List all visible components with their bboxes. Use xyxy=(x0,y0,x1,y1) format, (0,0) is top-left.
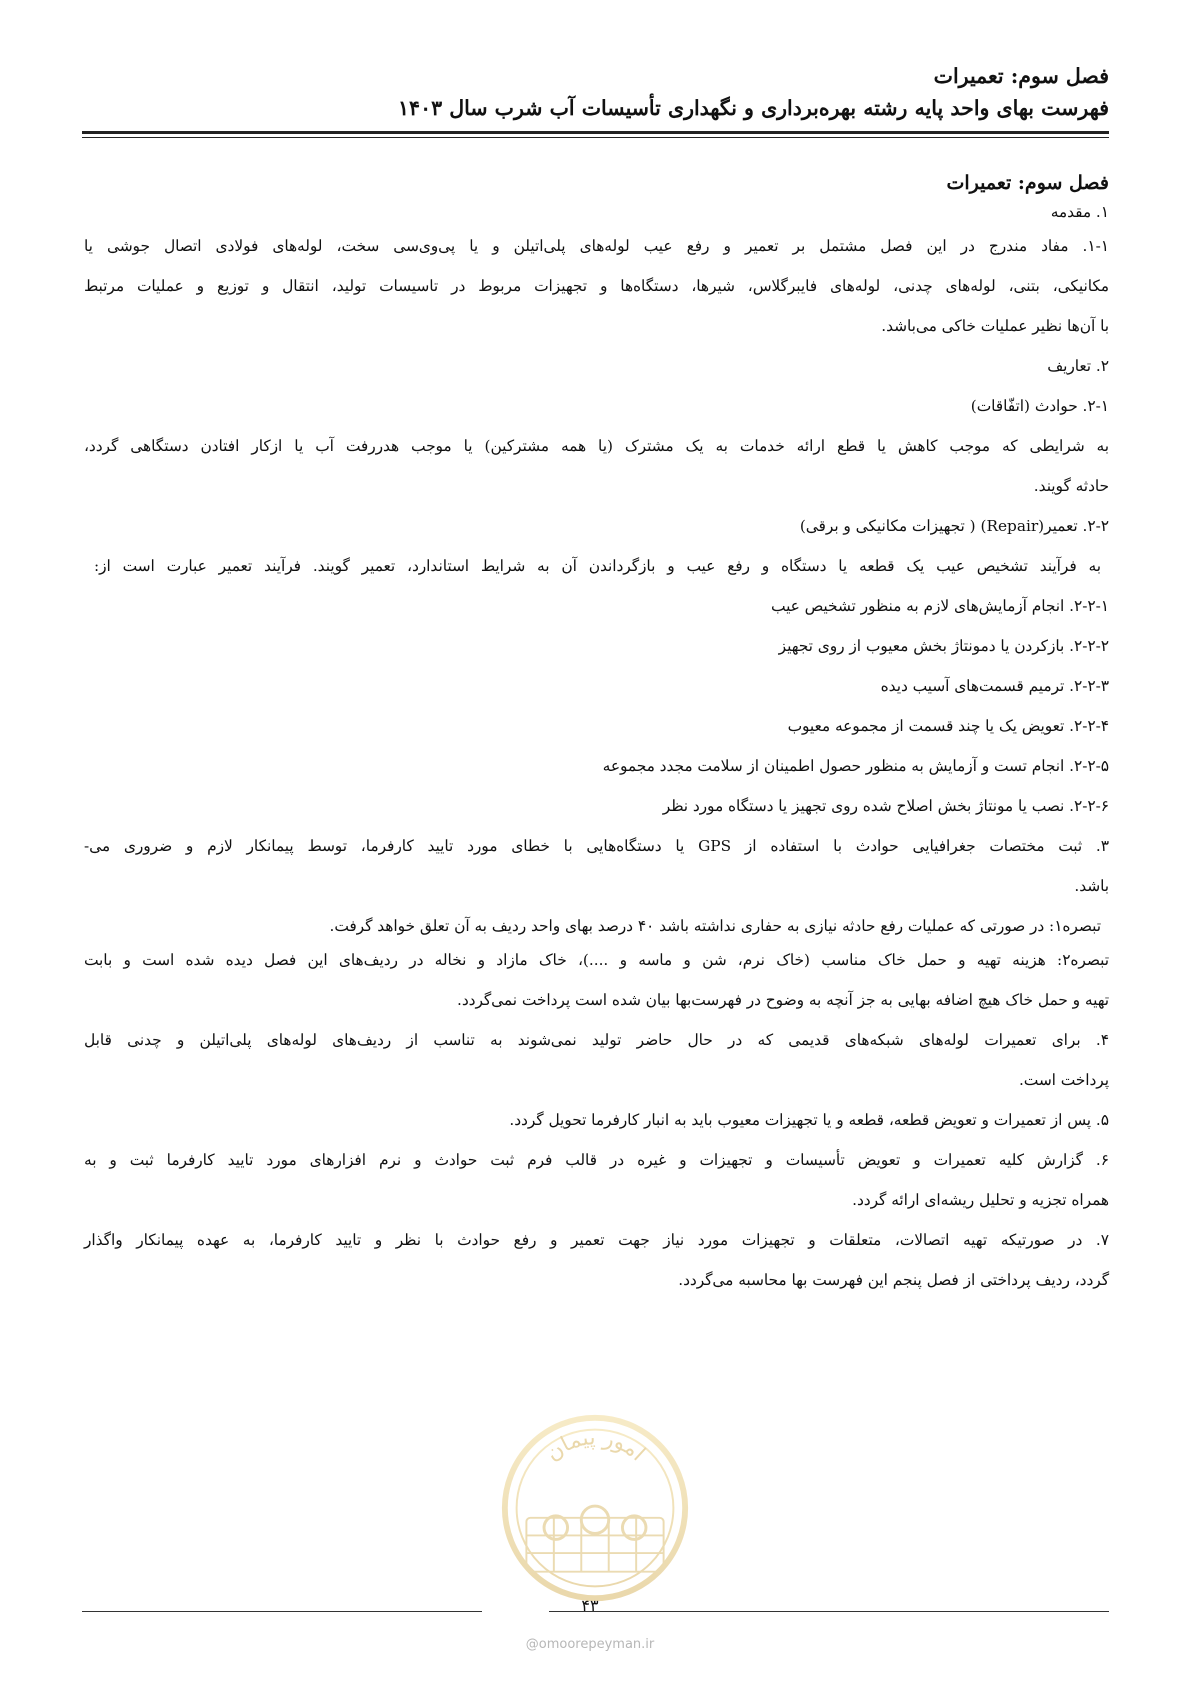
paragraph-line: همراه تجزیه و تحلیل ریشه‌ای ارائه گردد. xyxy=(852,1191,1109,1209)
repair-step: ۲-۲-۶. نصب یا مونتاژ بخش اصلاح شده روی تجهیز یا دستگاه مورد نظر xyxy=(662,797,1109,815)
repair-intro: به فرآیند تشخیص عیب یک قطعه یا دستگاه و رفع عیب و بازگرداندن آن به شرایط استاندارد، تعمیر گویند. فرآیند تعمیر عبارت است از: xyxy=(94,557,1101,575)
seal-watermark-icon xyxy=(497,1410,693,1606)
paragraph-line: گردد، ردیف پرداختی از فصل پنجم این فهرست بها محاسبه می‌گردد. xyxy=(678,1271,1109,1289)
repair-step: ۲-۲-۴. تعویض یک یا چند قسمت از مجموعه معیوب xyxy=(787,717,1109,735)
paragraph-line: ۷. در صورتیکه تهیه اتصالات، متعلقات و تجهیزات مورد نیاز جهت تعمیر و رفع حوادث با نظر و تایید کارفرما، به عهده پیمانکار واگذار xyxy=(84,1231,1109,1249)
page-header xyxy=(82,60,1109,124)
repair-step: ۲-۲-۱. انجام آزمایش‌های لازم به منظور تشخیص عیب xyxy=(771,597,1109,615)
seal-text: امور پیمان xyxy=(541,1425,650,1467)
paragraph-line: ۳. ثبت مختصات جغرافیایی حوادث با استفاده از GPS یا دستگاه‌هایی با خطای مورد تایید کارفرما، توسط پیمانکار لازم و ضروری می- xyxy=(84,837,1110,855)
header-rule-thin xyxy=(82,137,1109,138)
page-number: ۴۳ xyxy=(581,1596,599,1615)
note-2-line: تبصره۲: هزینه تهیه و حمل خاک مناسب (خاک نرم، شن و ماسه و ....)، خاک مازاد و نخاله در ردیف‌های این فصل دیده شده است و بابت xyxy=(84,951,1109,969)
footer-rule-left xyxy=(82,1611,482,1612)
svg-text:امور پیمان xyxy=(541,1425,650,1466)
paragraph-line: ۴. برای تعمیرات لوله‌های شبکه‌های قدیمی که در حال حاضر تولید نمی‌شوند به تناسب از ردیف‌های لوله‌های پلی‌اتیلن و چدنی قابل xyxy=(84,1031,1109,1049)
watermark-text: @omoorepeyman.ir xyxy=(525,1637,655,1652)
paragraph-line: ۶. گزارش کلیه تعمیرات و تعویض تأسیسات و تجهیزات و غیره در قالب فرم ثبت حوادث و نرم افزارهای مورد تایید کارفرما ثبت و به xyxy=(84,1151,1109,1169)
paragraph-line: مکانیکی، بتنی، لوله‌های چدنی، لوله‌های فایبرگلاس، شیرها، دستگاه‌ها و تجهیزات مربوط در تاسیسات تولید، انتقال و توزیع و عملیات مرتبط xyxy=(84,277,1109,295)
header-rule-thick xyxy=(82,131,1109,134)
intro-heading: ۱. مقدمه xyxy=(1050,203,1109,221)
definitions-heading: ۲. تعاریف xyxy=(1047,357,1109,375)
repair-step: ۲-۲-۵. انجام تست و آزمایش به منظور حصول اطمینان از سلامت مجدد مجموعه xyxy=(602,757,1109,775)
paragraph-line: ۱-۱. مفاد مندرج در این فصل مشتمل بر تعمیر و رفع عیب لوله‌های پلی‌اتیلن و یا پی‌وی‌سی سخت، لوله‌های فولادی اتصال جوشی یا xyxy=(84,237,1109,255)
header-chapter: فصل سوم: تعمیرات xyxy=(933,64,1109,88)
paragraph-line: به شرایطی که موجب کاهش یا قطع ارائه خدمات به یک مشترک (یا همه مشترکین) یا موجب هدررفت آب یا ازکار افتادن دستگاهی گردد، xyxy=(84,437,1109,455)
repair-step: ۲-۲-۲. بازکردن یا دمونتاژ بخش معیوب از روی تجهیز xyxy=(778,637,1109,655)
repair-heading: ۲-۲. تعمیر(Repair) ( تجهیزات مکانیکی و برقی) xyxy=(799,517,1109,535)
paragraph-line: ۵. پس از تعمیرات و تعویض قطعه، قطعه و یا تجهیزات معیوب باید به انبار کارفرما تحویل گردد. xyxy=(509,1111,1109,1129)
header-title: فهرست بهای واحد پایه رشته بهره‌برداری و نگهداری تأسیسات آب شرب سال ۱۴۰۳ xyxy=(398,96,1109,120)
note-2-line: تهیه و حمل خاک هیچ اضافه بهایی به جز آنچه به وضوح در فهرست‌بها بیان شده است پرداخت نمی‌گردد. xyxy=(456,991,1109,1009)
paragraph-line: پرداخت است. xyxy=(1018,1071,1109,1089)
repair-step: ۲-۲-۳. ترمیم قسمت‌های آسیب دیده xyxy=(880,677,1109,695)
paragraph-line: حادثه گویند. xyxy=(1033,477,1109,495)
note-1: تبصره۱: در صورتی که عملیات رفع حادثه نیازی به حفاری نداشته باشد ۴۰ درصد بهای واحد ردیف به آن تعلق خواهد گرفت. xyxy=(329,917,1101,935)
paragraph-line: باشد. xyxy=(1074,877,1109,895)
page-body xyxy=(84,168,1109,1295)
section-title: فصل سوم: تعمیرات xyxy=(946,172,1109,194)
incidents-heading: ۲-۱. حوادث (اتفّاقات) xyxy=(970,397,1109,415)
paragraph-line: با آن‌ها نظیر عملیات خاکی می‌باشد. xyxy=(881,317,1109,335)
